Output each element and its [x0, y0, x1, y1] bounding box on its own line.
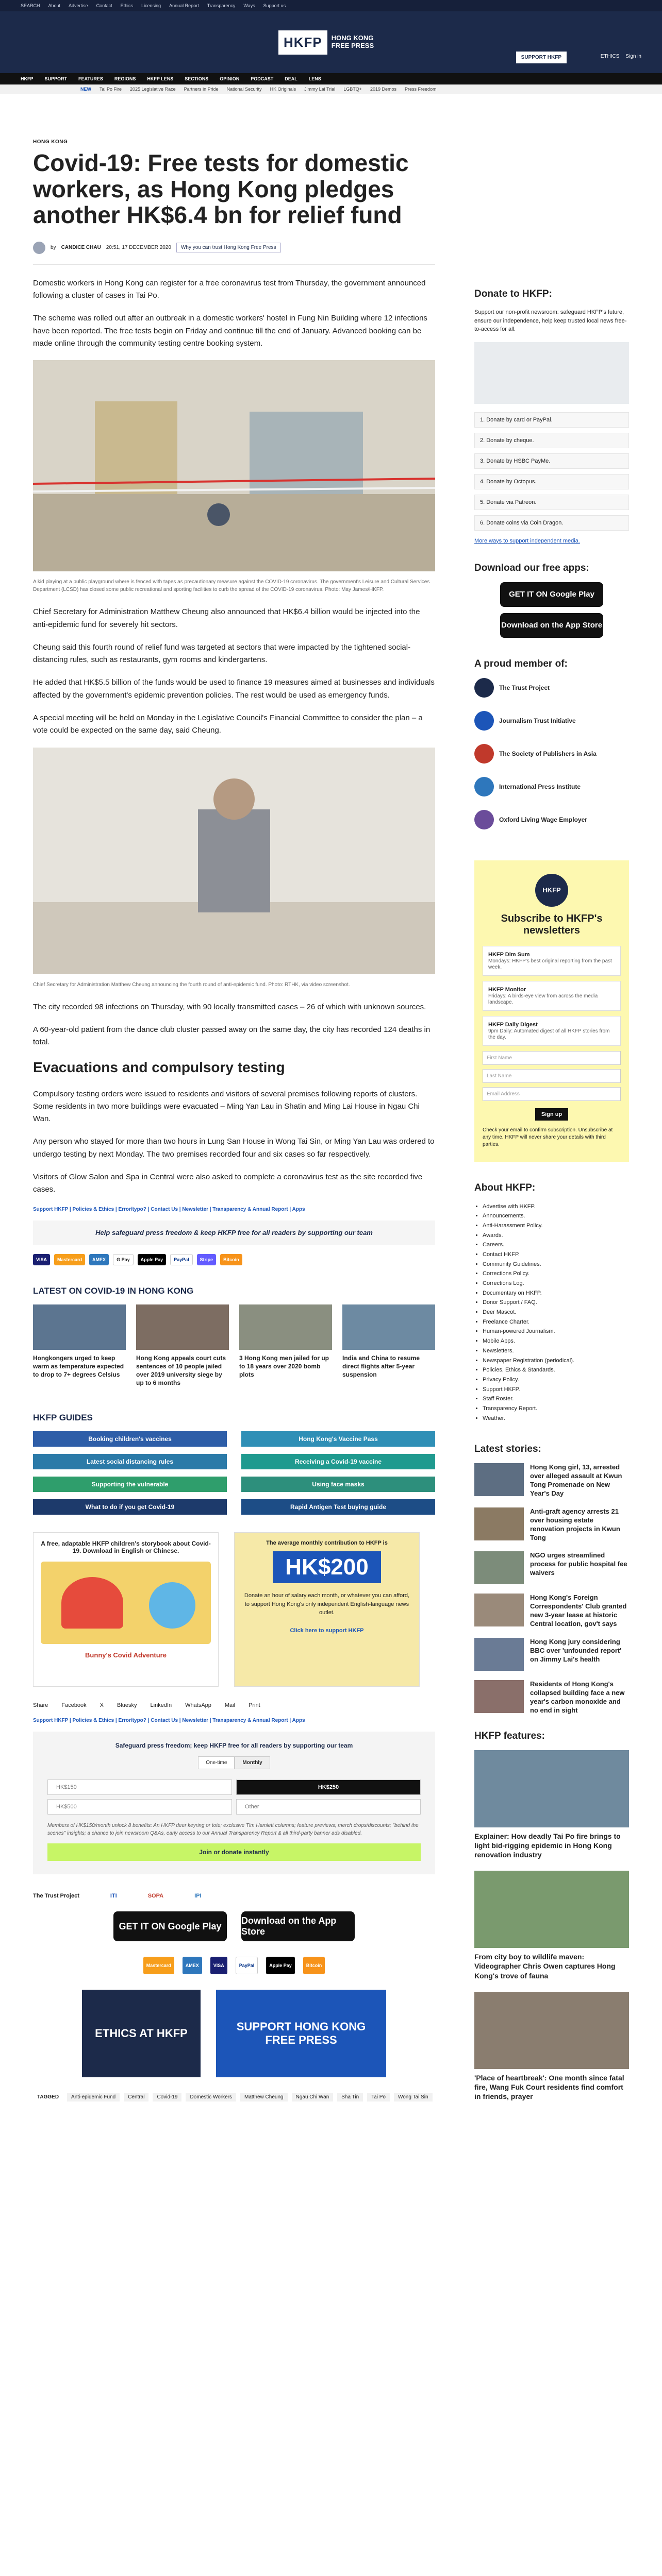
support-promo-tile[interactable]: SUPPORT HONG KONG FREE PRESS: [216, 1990, 386, 2077]
member-logo[interactable]: The Society of Publishers in Asia: [474, 744, 629, 764]
amount-option[interactable]: Other: [236, 1799, 421, 1815]
member-perks: Members of HK$150/month unlock 8 benefits: An HKFP deer keyring or tote; exclusive Tim Hamlett columns; feature previews; merch drops/discounts; "behind the scenes" insights; a chance to join newsroom Q&As, early access to our Annual Transparency Report & all third-party banner ads disabled.: [47, 1823, 419, 1837]
ethics-link[interactable]: ETHICS: [600, 54, 620, 59]
contribution-ad-title: The average monthly contribution to HKFP is: [266, 1540, 388, 1547]
amex-icon: AMEX: [183, 1957, 202, 1974]
latest-story[interactable]: [474, 1507, 629, 1543]
about-link[interactable]: • Anti-Harassment Policy.: [483, 1221, 629, 1231]
article-column: [33, 139, 435, 2102]
trending-link[interactable]: 2019 Demos: [370, 87, 396, 92]
story-thumbnail: [474, 1551, 524, 1584]
paragraph: He added that HK$5.5 billion of the funds would be used to finance 19 measures aimed at businesses and individuals affected by the government's epidemic prevention policies. The rest would be used as emergency funds.: [33, 678, 435, 700]
nav-item[interactable]: REGIONS: [114, 76, 136, 81]
member-logo[interactable]: International Press Institute: [474, 777, 629, 796]
guide-button[interactable]: Receiving a Covid-19 vaccine: [241, 1454, 435, 1469]
share-link[interactable]: Share: [33, 1702, 48, 1709]
paypal-icon: PayPal: [170, 1254, 193, 1265]
paragraph: Cheung said this fourth round of relief fund was targeted at sectors that were impacted by the tightened social-distancing rules, such as restaurants, gym rooms and kindergartens.: [33, 642, 411, 665]
amount-options: [47, 1780, 421, 1815]
latest-heading: Latest stories:: [474, 1444, 541, 1455]
donate-option[interactable]: 1. Donate by card or PayPal.: [474, 412, 629, 428]
guide-button[interactable]: Booking children's vaccines: [33, 1431, 227, 1447]
author-name[interactable]: CANDICE CHAU: [61, 245, 101, 251]
donate-heading: Donate to HKFP:: [474, 289, 552, 299]
related-story[interactable]: [33, 1304, 126, 1387]
latest-story[interactable]: [474, 1463, 629, 1498]
author-label: by: [51, 245, 56, 251]
ethics-promo[interactable]: ETHICS AT HKFP: [82, 1990, 201, 2077]
feature-story[interactable]: [474, 1992, 629, 2102]
newsletter-widget: [474, 860, 629, 1162]
trending-bar: [0, 84, 662, 94]
feature-story[interactable]: [474, 1871, 629, 1980]
email-field[interactable]: Email Address: [483, 1087, 621, 1101]
trending-link[interactable]: 2025 Legislative Race: [130, 87, 176, 92]
share-whatsapp[interactable]: WhatsApp: [185, 1702, 211, 1709]
donate-box: [33, 1732, 435, 1874]
donate-graphic: [474, 342, 629, 404]
paragraph: Chief Secretary for Administration Matthew Cheung also announced that HK$6.4 billion would be injected into the anti-epidemic fund for severely hit sectors.: [33, 607, 420, 629]
paragraph: A special meeting will be held on Monday in the Legislative Council's Financial Committee to consider the plan – a vote could be expected on the same day, said Cheung.: [33, 714, 423, 735]
playground-photo: [33, 360, 435, 571]
about-link[interactable]: • Deer Mascot.: [483, 1308, 629, 1317]
utility-link[interactable]: Ethics: [120, 3, 134, 8]
app-store-button[interactable]: Download on the App Store: [241, 1911, 355, 1941]
story-title[interactable]: Hong Kong girl, 13, arrested over alleged assault at Kwun Tong Promenade on New Year's Day: [530, 1463, 622, 1497]
sign-in-link[interactable]: Sign in: [625, 54, 641, 59]
more-ways-link[interactable]: More ways to support independent media.: [474, 537, 580, 544]
share-x[interactable]: X: [100, 1702, 104, 1709]
amex-icon: AMEX: [89, 1254, 109, 1265]
trending-link[interactable]: HK Originals: [270, 87, 296, 92]
about-link[interactable]: • Announcements.: [483, 1211, 629, 1221]
nav-item[interactable]: DEAL: [285, 76, 297, 81]
ipi-logo: IPI: [194, 1893, 202, 1900]
trending-link[interactable]: LGBTQ+: [343, 87, 362, 92]
paragraph: A 60-year-old patient from the dance club cluster passed away on the same day, the city has recorded 124 deaths in total.: [33, 1025, 431, 1047]
donate-intro: Support our non-profit newsroom: safeguard HKFP's future, ensure our independence, help keep trusted local news free-to-access for all.: [474, 309, 627, 332]
contribution-ad[interactable]: [234, 1532, 420, 1687]
feature-title[interactable]: 'Place of heartbreak': One month since fatal fire, Wang Fuk Court residents find comfort in friends, prayer: [474, 2073, 624, 2101]
member-logo[interactable]: Journalism Trust Initiative: [474, 711, 629, 731]
contribution-cta[interactable]: Click here to support HKFP: [290, 1627, 364, 1634]
related-story[interactable]: [136, 1304, 229, 1387]
sidebar: [474, 289, 629, 2112]
about-link[interactable]: • Donor Support / FAQ.: [483, 1298, 629, 1308]
last-name-field[interactable]: Last Name: [483, 1069, 621, 1083]
features-heading: HKFP features:: [474, 1730, 545, 1741]
tag[interactable]: Wong Tai Sin: [394, 2093, 433, 2102]
sopa-logo: SOPA: [147, 1893, 164, 1900]
feature-image: [474, 1871, 629, 1948]
publish-date: 20:51, 17 DECEMBER 2020: [106, 245, 171, 251]
paragraph: Domestic workers in Hong Kong can register for a free coronavirus test from Thursday, the government announced following a cluster of cases in Tai Po.: [33, 278, 426, 300]
divider: [33, 264, 435, 265]
utility-link[interactable]: Contact: [96, 3, 112, 8]
donate-option[interactable]: 2. Donate by cheque.: [474, 433, 629, 448]
bitcoin-icon: Bitcoin: [220, 1254, 242, 1265]
support-button[interactable]: SUPPORT HKFP: [516, 52, 567, 63]
about-link[interactable]: • Mobile Apps.: [483, 1336, 629, 1346]
story-title[interactable]: Anti-graft agency arrests 21 over housing estate renovation projects in Kwun Tong: [530, 1507, 620, 1541]
utility-link[interactable]: About: [48, 3, 61, 8]
visa-icon: VISA: [33, 1254, 50, 1265]
donate-options: [474, 412, 629, 531]
byline: [33, 242, 435, 254]
trending-link[interactable]: Partners in Pride: [184, 87, 219, 92]
story-thumbnail: [474, 1594, 524, 1626]
apple-pay-icon: Apple Pay: [266, 1957, 295, 1974]
feature-story[interactable]: [474, 1750, 629, 1860]
utility-bar: [0, 0, 662, 11]
jti-logo: ITI: [110, 1893, 117, 1900]
member-logos-row: [33, 1893, 435, 1899]
member-logo[interactable]: Oxford Living Wage Employer: [474, 810, 629, 829]
member-logo[interactable]: The Trust Project: [474, 678, 629, 698]
trending-link[interactable]: National Security: [226, 87, 262, 92]
story-title[interactable]: NGO urges streamlined process for public hospital fee waivers: [530, 1551, 627, 1577]
storybook-ad[interactable]: [33, 1532, 219, 1687]
share-bar: [33, 1702, 435, 1708]
guide-button[interactable]: Hong Kong's Vaccine Pass: [241, 1431, 435, 1447]
about-link[interactable]: • Freelance Charter.: [483, 1317, 629, 1327]
story-title[interactable]: Hong Kong jury considering BBC over 'unfounded report' on Jimmy Lai's health: [530, 1638, 622, 1663]
tag[interactable]: Ngau Chi Wan: [292, 2093, 334, 2102]
about-link[interactable]: • Newspaper Registration (periodical).: [483, 1356, 629, 1366]
donate-option[interactable]: 4. Donate by Octopus.: [474, 474, 629, 489]
article-footer-links[interactable]: Support HKFP | Policies & Ethics | Error/typo? | Contact Us | Newsletter | Transparency & Annual Report | Apps: [33, 1206, 305, 1212]
tag[interactable]: Domestic Workers: [186, 2093, 236, 2102]
guide-button[interactable]: Supporting the vulnerable: [33, 1477, 227, 1492]
about-list: [474, 1202, 629, 1423]
newsletter-option[interactable]: HKFP Dim Sum Mondays: HKFP's best original reporting from the past week.: [483, 946, 621, 976]
donate-option[interactable]: 5. Donate via Patreon.: [474, 495, 629, 510]
about-link[interactable]: • Privacy Policy.: [483, 1375, 629, 1385]
nav-item[interactable]: LENS: [308, 76, 321, 81]
amount-option[interactable]: HK$500: [47, 1799, 232, 1815]
utility-link[interactable]: Support us: [263, 3, 286, 8]
app-store-button[interactable]: Download on the App Store: [500, 613, 603, 638]
google-play-button[interactable]: GET IT ON Google Play: [113, 1911, 227, 1941]
guide-button[interactable]: Latest social distancing rules: [33, 1454, 227, 1469]
amount-option[interactable]: HK$250: [236, 1780, 421, 1795]
newsletter-option[interactable]: HKFP Daily Digest 9pm Daily: Automated digest of all HKFP stories from the day.: [483, 1016, 621, 1046]
mastercard-icon: Mastercard: [54, 1254, 85, 1265]
about-link[interactable]: • Weather.: [483, 1414, 629, 1423]
newsletter-option[interactable]: HKFP Monitor Fridays: A birds-eye view from across the media landscape.: [483, 981, 621, 1011]
visa-icon: VISA: [210, 1957, 227, 1974]
google-pay-icon: G Pay: [113, 1254, 134, 1265]
story-thumbnail: [474, 1507, 524, 1540]
latest-covid-heading: LATEST ON COVID-19 IN HONG KONG: [33, 1285, 194, 1296]
newsletter-note: Check your email to confirm subscription. Unsubscribe at any time. HKFP will never share your details with third parties.: [483, 1127, 613, 1147]
story-title[interactable]: Residents of Hong Kong's collapsed building face a new year's carbon monoxide and no end in sight: [530, 1680, 625, 1714]
payment-methods: [33, 1254, 435, 1265]
latest-covid-grid: [33, 1304, 435, 1387]
member-heading: A proud member of:: [474, 658, 568, 669]
tag[interactable]: Anti-epidemic Fund: [67, 2093, 120, 2102]
trending-new-label: NEW: [80, 87, 91, 92]
about-link[interactable]: • Newsletters.: [483, 1346, 629, 1356]
feature-title[interactable]: Explainer: How deadly Tai Po fire brings to light bid-rigging epidemic in Hong Kong renovation industry: [474, 1832, 621, 1859]
app-store-row: [33, 1911, 435, 1941]
why-trust-link[interactable]: Why you can trust Hong Kong Free Press: [176, 243, 281, 252]
about-link[interactable]: • Careers.: [483, 1240, 629, 1250]
story-title[interactable]: Hongkongers urged to keep warm as temperature expected to drop to 7+ degrees Celsius: [33, 1354, 124, 1378]
utility-link[interactable]: Licensing: [141, 3, 161, 8]
article-category[interactable]: HONG KONG: [33, 139, 68, 145]
about-link[interactable]: • Policies, Ethics & Standards.: [483, 1365, 629, 1375]
story-thumbnail: [239, 1304, 332, 1350]
storybook-illustration: [41, 1562, 211, 1644]
tag[interactable]: Sha Tin: [337, 2093, 363, 2102]
tag[interactable]: Central: [124, 2093, 148, 2102]
paragraph: The scheme was rolled out after an outbreak in a domestic workers' hostel in Fung Nin Building where 12 infections have been reported. The free tests begin on Friday and continue till the end of January. Advanced booking can be made online through the community testing centre booking system.: [33, 314, 427, 348]
trust-project-logo: The Trust Project: [33, 1893, 79, 1900]
nav-item[interactable]: HKFP LENS: [147, 76, 174, 81]
masthead: [0, 11, 662, 73]
share-print[interactable]: Print: [249, 1702, 260, 1709]
storybook-ad-title: A free, adaptable HKFP children's storybook about Covid-19. Download in English or Chinese.: [41, 1540, 211, 1555]
hkfp-logo-badge: HKFP: [535, 874, 568, 907]
newsletter-title: Subscribe to HKFP's newsletters: [501, 912, 603, 936]
guide-button[interactable]: What to do if you get Covid-19: [33, 1499, 227, 1515]
story-thumbnail: [342, 1304, 435, 1350]
contribution-amount: HK$200: [273, 1551, 380, 1583]
paragraph: Visitors of Glow Salon and Spa in Central were also asked to complete a coronavirus test as the site recorded five cases.: [33, 1173, 423, 1194]
guide-button[interactable]: Using face masks: [241, 1477, 435, 1492]
utility-link[interactable]: Ways: [243, 3, 255, 8]
bitcoin-icon: Bitcoin: [303, 1957, 325, 1974]
nav-item[interactable]: HKFP: [21, 76, 34, 81]
trending-link[interactable]: Tai Po Fire: [100, 87, 122, 92]
paragraph: Compulsory testing orders were issued to residents and visitors of several premises following reports of clusters. Some residents in two more buildings were evacuated – Ming Yan Lau in Shatin and Ming Lai House in Ngau Chi Wan.: [33, 1089, 420, 1124]
stripe-icon: Stripe: [197, 1254, 217, 1265]
bottom-promos: [33, 1990, 435, 2077]
tag[interactable]: Tai Po: [367, 2093, 390, 2102]
feature-title[interactable]: From city boy to wildlife maven: Videographer Chris Owen captures Hong Kong's trove of fauna: [474, 1953, 616, 1980]
donate-option[interactable]: 3. Donate by HSBC PayMe.: [474, 453, 629, 469]
tag[interactable]: Matthew Cheung: [240, 2093, 288, 2102]
latest-story[interactable]: [474, 1551, 629, 1584]
mastercard-icon: Mastercard: [143, 1957, 174, 1974]
story-title[interactable]: India and China to resume direct flights after 5-year suspension: [342, 1354, 420, 1378]
photo-caption: Chief Secretary for Administration Matthew Cheung announcing the fourth round of anti-epidemic fund. Photo: RTHK, via video screenshot.: [33, 981, 350, 988]
section-heading: Evacuations and compulsory testing: [33, 1059, 285, 1075]
donate-option[interactable]: 6. Donate coins via Coin Dragon.: [474, 515, 629, 531]
storybook-caption: Bunny's Covid Adventure: [85, 1651, 167, 1659]
logo-mark: HKFP: [278, 30, 327, 55]
about-link[interactable]: • Documentary on HKFP.: [483, 1289, 629, 1298]
paragraph: The city recorded 98 infections on Thursday, with 90 locally transmitted cases – 26 of which with unknown sources.: [33, 1002, 426, 1011]
apple-pay-icon: Apple Pay: [138, 1254, 167, 1265]
google-play-button[interactable]: GET IT ON Google Play: [500, 582, 603, 607]
signup-button[interactable]: Sign up: [535, 1108, 568, 1121]
story-title[interactable]: Hong Kong's Foreign Correspondents' Club granted new 3-year lease at historic Central location, gov't says: [530, 1594, 627, 1628]
about-link[interactable]: • Community Guidelines.: [483, 1260, 629, 1269]
nav-item[interactable]: OPINION: [220, 76, 240, 81]
author-avatar: [33, 242, 45, 254]
payment-logos: [33, 1957, 435, 1974]
tags-label: TAGGED: [37, 2094, 59, 2100]
related-story[interactable]: [342, 1304, 435, 1387]
contribution-text: Donate an hour of salary each month, or whatever you can afford, to support Hong Kong's only independent English-language news outlet.: [244, 1592, 410, 1616]
about-link[interactable]: • Corrections Log.: [483, 1279, 629, 1289]
nav-item[interactable]: FEATURES: [78, 76, 103, 81]
support-promo[interactable]: Help safeguard press freedom & keep HKFP free for all readers by supporting our team: [33, 1221, 435, 1245]
join-button[interactable]: Join or donate instantly: [47, 1843, 421, 1861]
trending-link[interactable]: Jimmy Lai Trial: [304, 87, 336, 92]
utility-link[interactable]: Transparency: [207, 3, 236, 8]
about-heading: About HKFP:: [474, 1182, 536, 1193]
guide-button[interactable]: Rapid Antigen Test buying guide: [241, 1499, 435, 1515]
story-thumbnail: [136, 1304, 229, 1350]
share-facebook[interactable]: Facebook: [61, 1702, 87, 1709]
apps-heading: Download our free apps:: [474, 562, 589, 573]
tag-list: [33, 2093, 435, 2102]
nav-item[interactable]: SECTIONS: [185, 76, 209, 81]
tag[interactable]: Covid-19: [153, 2093, 181, 2102]
first-name-field[interactable]: First Name: [483, 1051, 621, 1065]
about-link[interactable]: • Contact HKFP.: [483, 1250, 629, 1260]
paypal-icon: PayPal: [236, 1957, 258, 1974]
latest-story[interactable]: [474, 1638, 629, 1671]
donate-box-title: Safeguard press freedom; keep HKFP free for all readers by supporting our team: [115, 1742, 353, 1750]
nav-item[interactable]: PODCAST: [251, 76, 274, 81]
about-link[interactable]: • Corrections Policy.: [483, 1269, 629, 1279]
about-link[interactable]: • Human-powered Journalism.: [483, 1327, 629, 1336]
about-link[interactable]: • Support HKFP.: [483, 1385, 629, 1395]
trending-link[interactable]: Press Freedom: [404, 87, 437, 92]
utility-link[interactable]: Advertise: [69, 3, 88, 8]
utility-link[interactable]: SEARCH: [21, 3, 40, 8]
about-link[interactable]: • Transparency Report.: [483, 1404, 629, 1414]
monthly-option[interactable]: Monthly: [235, 1756, 270, 1769]
about-link[interactable]: • Staff Roster.: [483, 1394, 629, 1404]
article-title: Covid-19: Free tests for domestic workers, as Hong Kong pledges another HK$6.4 bn for relief fund: [33, 149, 409, 229]
one-time-option[interactable]: One-time: [198, 1756, 235, 1769]
logo-text-1: HONG KONG: [331, 34, 374, 42]
feature-image: [474, 1750, 629, 1827]
story-title[interactable]: Hong Kong appeals court cuts sentences of 10 people jailed over 2019 university siege by up to 6 months: [136, 1354, 226, 1387]
story-thumbnail: [33, 1304, 126, 1350]
amount-option[interactable]: HK$150: [47, 1780, 232, 1795]
share-mail[interactable]: Mail: [224, 1702, 236, 1709]
main-nav: [0, 73, 662, 84]
site-logo[interactable]: [278, 27, 384, 58]
feature-image: [474, 1992, 629, 2069]
about-link[interactable]: • Awards.: [483, 1231, 629, 1241]
paragraph: Any person who stayed for more than two hours in Lung San House in Wong Tai Sin, or Ming Yan Lau was ordered to undergo testing by next Monday. The two premises recorded four and six cases so far respectively.: [33, 1137, 435, 1159]
logo-text-2: FREE PRESS: [331, 42, 374, 49]
frequency-toggle: [47, 1756, 421, 1769]
guides-grid: [33, 1431, 435, 1515]
latest-story[interactable]: [474, 1594, 629, 1629]
press-conference-photo: [33, 748, 435, 974]
about-link[interactable]: • Advertise with HKFP.: [483, 1202, 629, 1212]
latest-story[interactable]: [474, 1680, 629, 1715]
story-title[interactable]: 3 Hong Kong men jailed for up to 18 years over 2020 bomb plots: [239, 1354, 329, 1378]
story-thumbnail: [474, 1463, 524, 1496]
story-thumbnail: [474, 1638, 524, 1671]
share-linkedin[interactable]: LinkedIn: [150, 1702, 172, 1709]
nav-item[interactable]: SUPPORT: [44, 76, 68, 81]
related-story[interactable]: [239, 1304, 332, 1387]
promo-ads: [33, 1532, 435, 1687]
photo-caption: A kid playing at a public playground where is fenced with tapes as precautionary measure against the COVID-19 coronavirus. The government's Leisure and Cultural Services Department (LCSD) has closed some public recreational and sporting facilities to curb the spread of the COVID-19 coronavirus. Photo: May James/HKFP.: [33, 579, 430, 593]
utility-link[interactable]: Annual Report: [169, 3, 199, 8]
article-footer-links[interactable]: Support HKFP | Policies & Ethics | Error/typo? | Contact Us | Newsletter | Transparency & Annual Report | Apps: [33, 1718, 305, 1724]
story-thumbnail: [474, 1680, 524, 1713]
guides-heading: HKFP GUIDES: [33, 1413, 93, 1423]
share-bluesky[interactable]: Bluesky: [117, 1702, 137, 1709]
